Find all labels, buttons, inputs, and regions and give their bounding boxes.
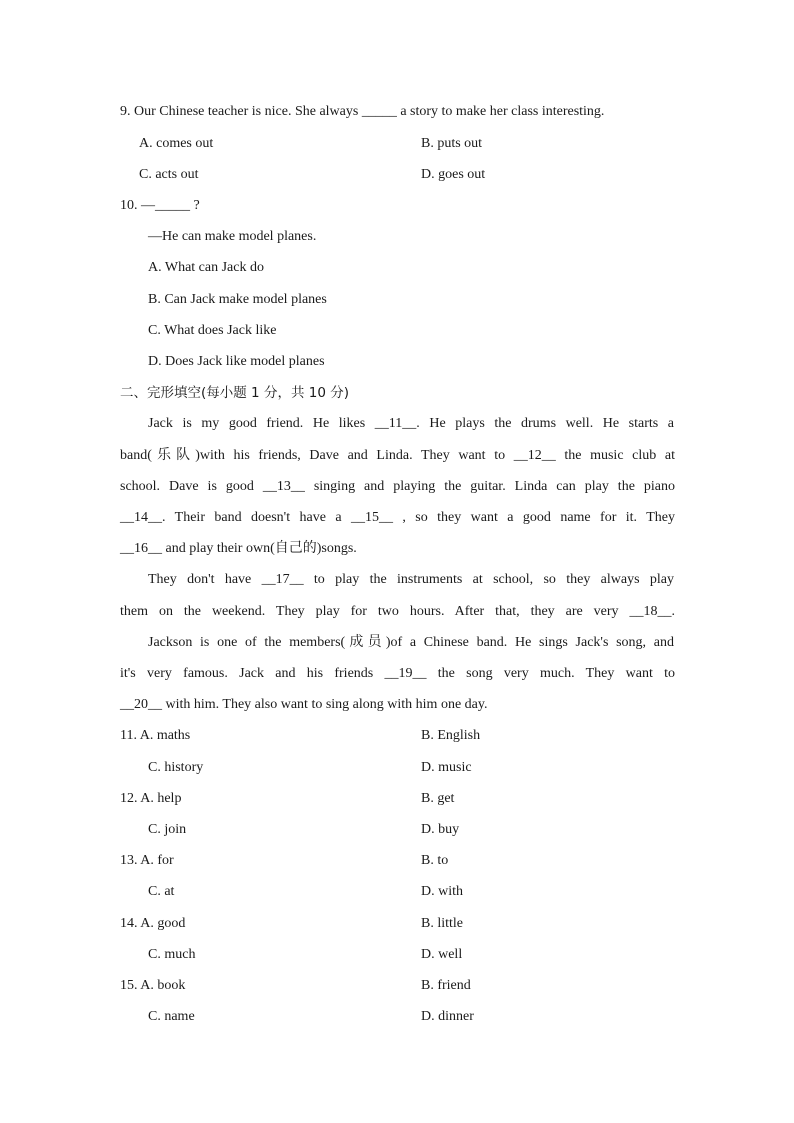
q9-option-d: D. goes out — [421, 167, 486, 182]
q11-option-c: C. history — [148, 760, 204, 775]
q10-option-d: D. Does Jack like model planes — [148, 354, 325, 369]
q14-option-b: B. little — [421, 916, 463, 931]
q15-option-d: D. dinner — [421, 1009, 474, 1024]
q15-option-a: 15. A. book — [120, 978, 186, 993]
q12-option-d: D. buy — [421, 822, 460, 837]
q14-option-c: C. much — [148, 947, 196, 962]
q9-stem-post: a story to make her class interesting. — [400, 104, 605, 119]
q14-option-d: D. well — [421, 947, 463, 962]
q15-option-c: C. name — [148, 1009, 195, 1024]
section-2-heading: 二、完形填空(每小题 1 分，共 10 分) — [120, 385, 349, 401]
passage-line-1: Jack is my good friend. He likes __11__. He plays the drums well. He starts a — [148, 416, 674, 431]
q9-option-c: C. acts out — [139, 167, 199, 182]
q15-option-b: B. friend — [421, 978, 471, 993]
passage-line-2: band(乐队)with his friends, Dave and Linda. They want to __12__ the music club at — [120, 448, 675, 463]
q12-option-b: B. get — [421, 791, 455, 806]
q10-option-a: A. What can Jack do — [148, 260, 264, 275]
q11-option-a: 11. A. maths — [120, 728, 191, 743]
q13-option-d: D. with — [421, 884, 463, 899]
q13-option-a: 13. A. for — [120, 853, 174, 868]
question-9-stem — [120, 102, 604, 122]
q10-option-b: B. Can Jack make model planes — [148, 292, 327, 307]
q13-option-c: C. at — [148, 884, 175, 899]
passage-line-9: it's very famous. Jack and his friends __19__ the song very much. They want to — [120, 666, 675, 681]
passage-line-5: __16__ and play their own(自己的)songs. — [120, 541, 357, 556]
passage-line-3: school. Dave is good __13__ singing and playing the guitar. Linda can play the piano — [120, 479, 675, 494]
q11-option-b: B. English — [421, 728, 481, 743]
q9-blank: _____ — [361, 104, 397, 119]
passage-line-6: They don't have __17__ to play the instruments at school, so they always play — [148, 572, 674, 587]
q12-option-a: 12. A. help — [120, 791, 182, 806]
q9-option-a: A. comes out — [139, 136, 214, 151]
q12-option-c: C. join — [148, 822, 187, 837]
q10-option-c: C. What does Jack like — [148, 323, 277, 338]
q9-option-b: B. puts out — [421, 136, 483, 151]
question-10-stem: 10. —_____ ? — [120, 198, 200, 213]
q13-option-b: B. to — [421, 853, 449, 868]
passage-line-4: __14__. Their band doesn't have a __15__ , so they want a good name for it. They — [120, 510, 675, 525]
q9-stem-pre: 9. Our Chinese teacher is nice. She always — [120, 104, 359, 119]
q10-reply: —He can make model planes. — [148, 229, 317, 244]
passage-line-10: __20__ with him. They also want to sing along with him one day. — [120, 697, 488, 712]
q11-option-d: D. music — [421, 760, 472, 775]
q14-option-a: 14. A. good — [120, 916, 186, 931]
passage-line-7: them on the weekend. They play for two hours. After that, they are very __18__. — [120, 604, 675, 619]
passage-line-8: Jackson is one of the members(成员)of a Chinese band. He sings Jack's song, and — [148, 635, 674, 650]
